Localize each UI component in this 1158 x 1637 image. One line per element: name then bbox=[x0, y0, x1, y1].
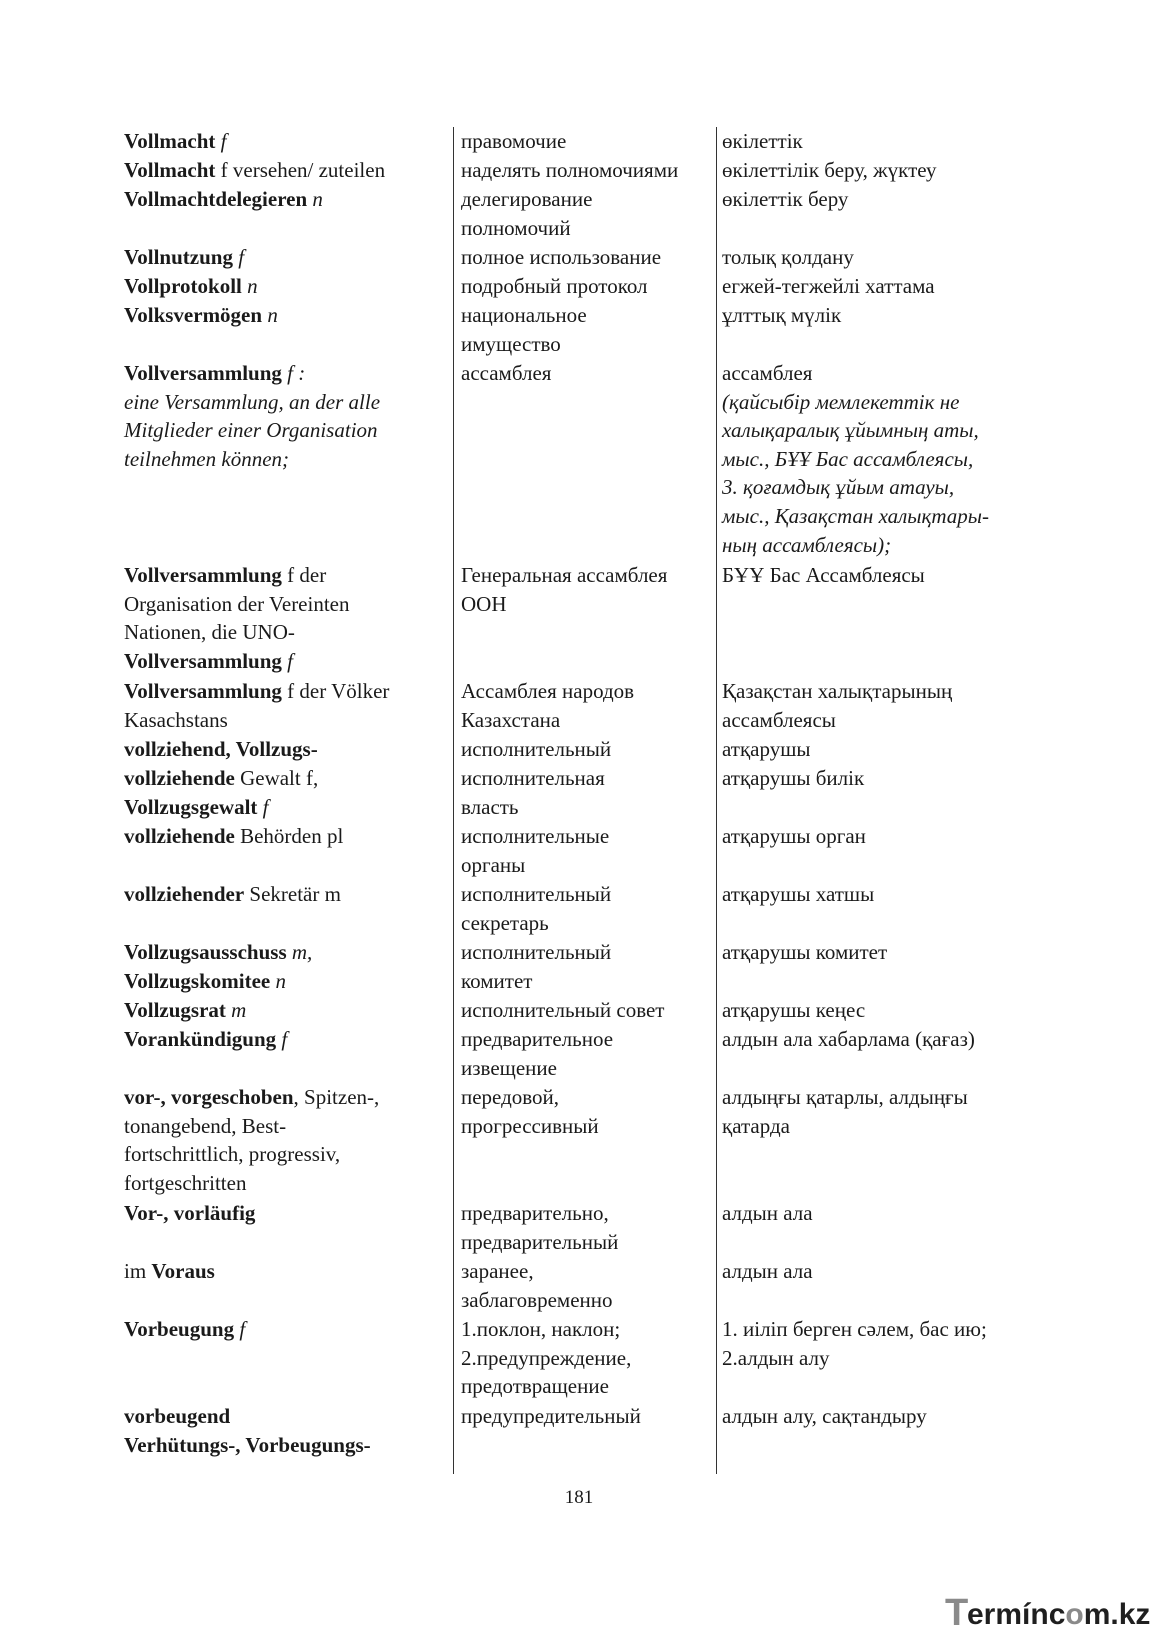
russian-translation: 1.поклон, наклон; 2.предупреждение, предотвращение bbox=[461, 1317, 632, 1399]
german-term: Vollzugsausschuss m, Vollzugskomitee n bbox=[124, 940, 313, 993]
german-term: vollziehende Gewalt f, Vollzugsgewalt f bbox=[124, 766, 319, 819]
german-term: Vorbeugung f bbox=[124, 1317, 246, 1341]
german-term: vollziehend, Vollzugs- bbox=[124, 737, 318, 761]
german-term: Vollnutzung f bbox=[124, 245, 245, 269]
german-term: im Voraus bbox=[124, 1259, 215, 1283]
kazakh-translation: Қазақстан халықтарының ассамблеясы bbox=[722, 679, 953, 732]
russian-translation: предварительное извещение bbox=[461, 1027, 614, 1080]
kazakh-translation: алдын алу, сақтандыру bbox=[722, 1404, 927, 1428]
kazakh-translation: алдын ала bbox=[722, 1259, 813, 1283]
russian-translation: Ассамблея народов Казахстана bbox=[461, 679, 635, 732]
russian-translation: исполнительная власть bbox=[461, 766, 605, 819]
kazakh-translation: атқарушы хатшы bbox=[722, 882, 875, 906]
russian-translation: наделять полномочиями bbox=[461, 158, 679, 182]
german-term: Vollzugsrat m bbox=[124, 998, 247, 1022]
kazakh-translation: атқарушы комитет bbox=[722, 940, 888, 964]
german-term: Vollprotokoll n bbox=[124, 274, 258, 298]
german-definition: eine Versammlung, an der alle Mitglieder einer Organisation teilnehmen können; bbox=[124, 389, 381, 471]
page-number: 181 bbox=[564, 1487, 594, 1508]
kazakh-translation: ассамблея (қайсыбір мемлекеттік не халықаралық ұйымның аты, мыс., БҰҰ Бас ассамблеясы, 3. қоғамдық ұйым атауы, мыс., Қазақстан халықтары- ның ассамблеясы); bbox=[722, 361, 989, 557]
german-term: vorbeugend Verhütungs-, Vorbeugungs- bbox=[124, 1404, 371, 1457]
german-term: Vollversammlung f der Völker Kasachstans bbox=[124, 679, 390, 732]
german-term: Vor-, vorläufig bbox=[124, 1201, 256, 1225]
kazakh-translation: ұлттық мүлік bbox=[722, 303, 842, 327]
kazakh-translation: БҰҰ Бас Ассамблеясы bbox=[722, 563, 925, 587]
russian-translation: заранее, заблаговременно bbox=[461, 1259, 613, 1312]
german-term: Vollmacht f bbox=[124, 129, 227, 153]
german-term: vollziehender Sekretär m bbox=[124, 882, 341, 906]
german-term: Vollmachtdelegieren n bbox=[124, 187, 323, 211]
russian-translation: предупредительный bbox=[461, 1404, 641, 1428]
russian-translation: исполнительный комитет bbox=[461, 940, 612, 993]
russian-translation: Генеральная ассамблея ООН bbox=[461, 563, 668, 616]
kazakh-translation: алдын ала хабарлама (қағаз) bbox=[722, 1027, 975, 1051]
kazakh-translation: атқарушы кеңес bbox=[722, 998, 866, 1022]
kazakh-translation: атқарушы bbox=[722, 737, 811, 761]
german-term: vor-, vorgeschoben, Spitzen-, tonangebend, Best- fortschrittlich, progressiv, fortgeschritten bbox=[124, 1085, 380, 1195]
russian-translation: исполнительный bbox=[461, 737, 612, 761]
kazakh-translation: толық қолдану bbox=[722, 245, 854, 269]
russian-translation: исполнительный секретарь bbox=[461, 882, 612, 935]
german-term: Vorankündigung f bbox=[124, 1027, 288, 1051]
kazakh-translation: өкілеттік bbox=[722, 129, 803, 153]
kazakh-translation: егжей-тегжейлі хаттама bbox=[722, 274, 935, 298]
russian-translation: предварительно, предварительный bbox=[461, 1201, 619, 1254]
column-divider-right bbox=[716, 127, 717, 1474]
russian-translation: полное использование bbox=[461, 245, 662, 269]
german-term: Vollversammlung f : eine Versammlung, an der alle Mitglieder einer Organisation teilnehmen können; bbox=[124, 361, 381, 471]
kazakh-translation: атқарушы орган bbox=[722, 824, 866, 848]
kazakh-translation: өкілеттік беру bbox=[722, 187, 849, 211]
german-term: vollziehende Behörden pl bbox=[124, 824, 344, 848]
russian-translation: подробный протокол bbox=[461, 274, 648, 298]
russian-translation: делегирование полномочий bbox=[461, 187, 593, 240]
kazakh-translation: 1. иіліп берген сәлем, бас ию; 2.алдын алу bbox=[722, 1317, 987, 1370]
column-divider-left bbox=[453, 127, 454, 1474]
kazakh-translation: өкілеттілік беру, жүктеу bbox=[722, 158, 937, 182]
russian-translation: передовой, прогрессивный bbox=[461, 1085, 599, 1138]
kazakh-translation: атқарушы билік bbox=[722, 766, 865, 790]
russian-translation: ассамблея bbox=[461, 361, 552, 385]
russian-translation: национальное имущество bbox=[461, 303, 587, 356]
german-term: Vollversammlung f der Organisation der Vereinten Nationen, die UNO- Vollversammlung f bbox=[124, 563, 350, 673]
termincom-logo: T ermíncom.kz bbox=[945, 1592, 1151, 1634]
russian-translation: исполнительный совет bbox=[461, 998, 665, 1022]
russian-translation: правомочие bbox=[461, 129, 567, 153]
kazakh-translation: алдын ала bbox=[722, 1201, 813, 1225]
kazakh-definition: (қайсыбір мемлекеттік не халықаралық ұйымның аты, мыс., БҰҰ Бас ассамблеясы, 3. қоғамдық ұйым атауы, мыс., Қазақстан халықтары- ның ассамблеясы); bbox=[722, 389, 989, 557]
german-term: Vollmacht f versehen/ zuteilen bbox=[124, 158, 386, 182]
russian-translation: исполнительные органы bbox=[461, 824, 610, 877]
german-term: Volksvermögen n bbox=[124, 303, 278, 327]
kazakh-translation: алдыңғы қатарлы, алдыңғы қатарда bbox=[722, 1085, 968, 1138]
